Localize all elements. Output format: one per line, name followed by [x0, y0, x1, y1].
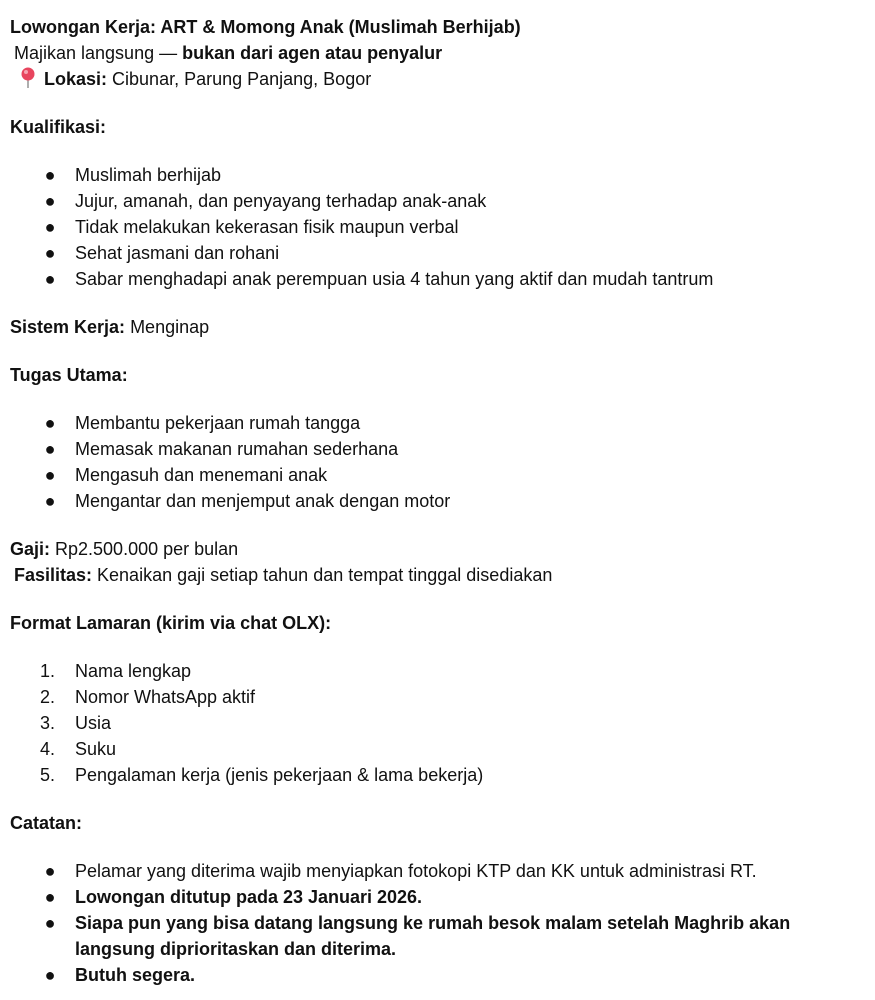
bullet-icon: ●: [44, 243, 56, 263]
list-item: ● Siapa pun yang bisa datang langsung ke rumah besok malam setelah Maghrib akan langsung diprioritaskan dan diterima.: [10, 910, 870, 962]
bullet-icon: ●: [44, 887, 56, 907]
work-system-value: Menginap: [125, 317, 210, 337]
list-item: ● Jujur, amanah, dan penyayang terhadap anak-anak: [10, 188, 870, 214]
bullet-icon: ●: [44, 217, 56, 237]
location-value: Cibunar, Parung Panjang, Bogor: [107, 69, 372, 89]
employer-line: [10, 40, 870, 66]
application-heading: Format Lamaran (kirim via chat OLX):: [10, 613, 332, 633]
bullet-icon: ●: [44, 861, 56, 881]
list-item: ● Sehat jasmani dan rohani: [10, 240, 870, 266]
facilities-line: [10, 562, 870, 588]
list-item: 2. Nomor WhatsApp aktif: [40, 687, 256, 707]
bullet-icon: ●: [44, 491, 56, 511]
bullet-icon: ●: [44, 413, 56, 433]
pin-icon: [20, 67, 36, 89]
salary-line: [10, 536, 870, 562]
location-label: Lokasi:: [44, 69, 108, 89]
qualifications-heading: Kualifikasi:: [10, 117, 107, 137]
duties-heading: Tugas Utama:: [10, 365, 128, 385]
list-item: ● Sabar menghadapi anak perempuan usia 4 tahun yang aktif dan mudah tantrum: [10, 266, 870, 292]
list-item: 3. Usia: [40, 713, 112, 733]
location-line: [10, 66, 870, 92]
salary-label: Gaji:: [10, 539, 51, 559]
bullet-icon: ●: [44, 191, 56, 211]
list-item: ● Muslimah berhijab: [10, 162, 870, 188]
bullet-icon: ●: [44, 965, 56, 985]
bullet-icon: ●: [44, 269, 56, 289]
duties-list: [10, 410, 870, 514]
bullet-icon: ●: [44, 913, 56, 933]
bullet-icon: ●: [44, 165, 56, 185]
employer-bold: bukan dari agen atau penyalur: [182, 43, 443, 63]
qualifications-list: [10, 162, 870, 292]
list-item: ● Memasak makanan rumahan sederhana: [10, 436, 870, 462]
list-item: ● Mengasuh dan menemani anak: [10, 462, 870, 488]
list-item: ● Butuh segera.: [10, 962, 870, 988]
work-system-label: Sistem Kerja:: [10, 317, 126, 337]
list-item: 5. Pengalaman kerja (jenis pekerjaan & lama bekerja): [40, 765, 484, 785]
list-item: ● Membantu pekerjaan rumah tangga: [10, 410, 870, 436]
salary-value: Rp2.500.000 per bulan: [50, 539, 239, 559]
facilities-label: Fasilitas:: [14, 565, 93, 585]
work-system-line: [10, 314, 870, 340]
notes-list: [10, 858, 870, 988]
employer-prefix: Majikan langsung —: [14, 43, 183, 63]
facilities-value: Kenaikan gaji setiap tahun dan tempat tinggal disediakan: [92, 565, 553, 585]
application-list: [10, 658, 870, 788]
list-item: ● Pelamar yang diterima wajib menyiapkan fotokopi KTP dan KK untuk administrasi RT.: [10, 858, 870, 884]
list-item: ● Tidak melakukan kekerasan fisik maupun verbal: [10, 214, 870, 240]
list-item: 1. Nama lengkap: [40, 661, 192, 681]
page-title: Lowongan Kerja: ART & Momong Anak (Muslimah Berhijab): [10, 17, 521, 37]
bullet-icon: ●: [44, 465, 56, 485]
list-item: 4. Suku: [40, 739, 117, 759]
bullet-icon: ●: [44, 439, 56, 459]
document: [10, 14, 870, 988]
list-item: ● Mengantar dan menjemput anak dengan motor: [10, 488, 870, 514]
list-item: ● Lowongan ditutup pada 23 Januari 2026.: [10, 884, 870, 910]
notes-heading: Catatan:: [10, 813, 83, 833]
